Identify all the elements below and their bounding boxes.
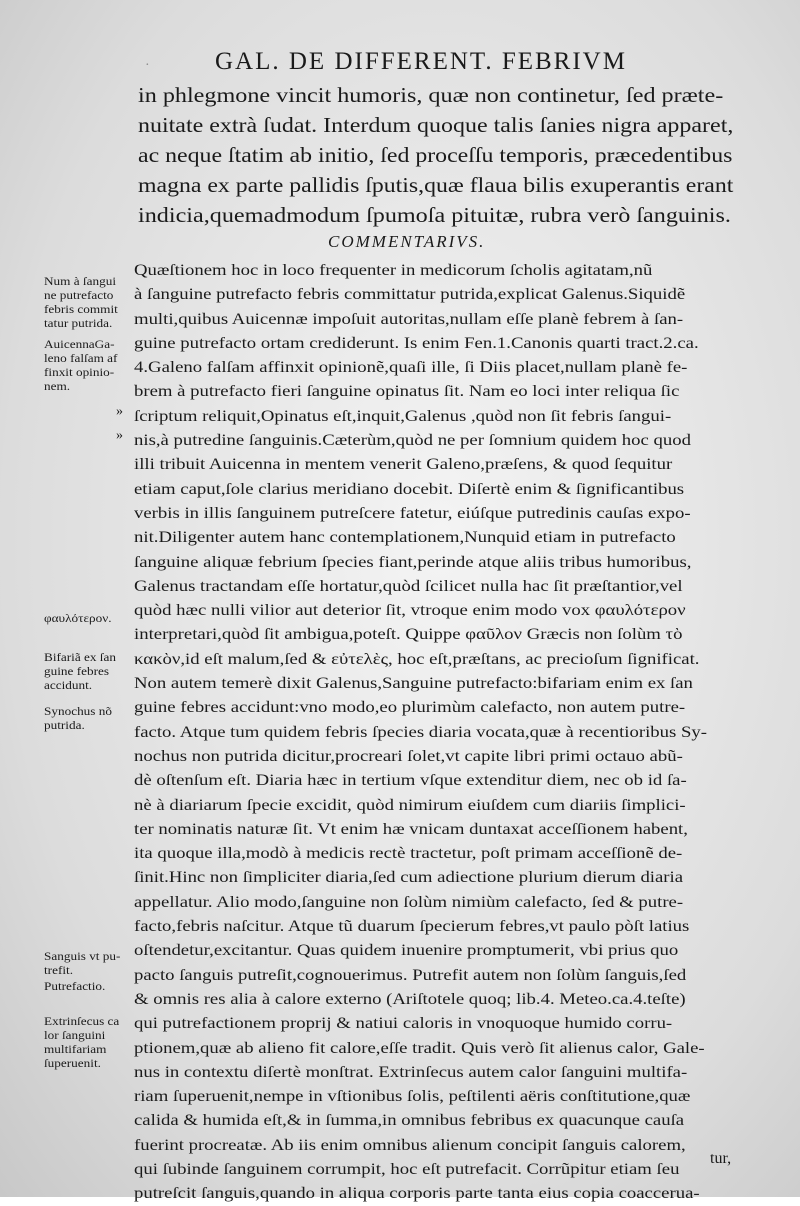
lead-line: in phlegmone vincit humoris, quæ non continetur, ſed præte-: [138, 83, 724, 107]
margin-line: lor ſanguini: [44, 1030, 106, 1042]
body-line: riam ſuperuenit,nempe in vſtionibus ſolis, peſtilenti aëris conſtitutione,quæ: [134, 1086, 691, 1106]
margin-line: leno falſam af: [44, 353, 118, 365]
commentary-heading: COMMENTARIVS.: [328, 232, 486, 251]
body-line: multi,quibus Auicennæ impoſuit autoritas,nullam eſſe planè febrem à ſan-: [134, 308, 684, 328]
margin-note: [44, 1015, 134, 1071]
margin-note: [44, 275, 134, 331]
margin-note: [44, 950, 134, 978]
body-line: interpretari,quòd ſit ambigua,poteſt. Quippe φαῦλον Græcis non ſolùm τὸ: [134, 624, 683, 644]
body-line: nè à diariarum ſpecie excidit, quòd nimirum eiuſdem cum diariis ſimplici-: [134, 794, 686, 814]
margin-line: Putrefactio.: [44, 981, 106, 993]
margin-note: [44, 612, 134, 626]
body-line: facto,febris naſcitur. Atque tũ duarum ſpecierum febres,vt paulo pòſt latius: [134, 916, 690, 936]
lead-line: nuitate extrà ſudat. Interdum quoque talis ſanies nigra apparet,: [138, 113, 734, 137]
body-line: illi tribuit Auicenna in mentem venerit Galeno,præſens, & quod ſequitur: [134, 454, 673, 474]
body-line: verbis in illis ſanguinem putreſcere fatetur, eiúſque putredinis cauſas expo-: [134, 502, 691, 522]
margin-line: guine febres: [44, 666, 110, 678]
body-line: ptionem,quæ ab alieno fit calore,eſſe tradit. Quis verò ſit alienus calor, Gale-: [134, 1037, 705, 1057]
body-line: quòd hæc nulli vilior aut deterior ſit, vtroque enim modo vox φαυλότερον: [134, 600, 686, 620]
running-title: GAL. DE DIFFERENT. FEBRIVM: [215, 48, 627, 75]
margin-line: Num à ſangui: [44, 276, 117, 288]
body-line: fuerint procreatæ. Ab iis enim omnibus alienum concipit ſanguis calorem,: [134, 1134, 686, 1154]
body-line: ſinit.Hinc non ſimpliciter diaria,ſed cum adiectione plurium dierum diaria: [134, 867, 684, 887]
margin-line: tatur putrida.: [44, 318, 113, 330]
margin-note: [44, 980, 134, 994]
body-line: qui ſubinde ſanguinem corrumpit, hoc eſt putrefacit. Corrũpitur etiam ſeu: [134, 1158, 680, 1178]
galen-text-block: [138, 80, 738, 230]
lead-line: magna ex parte pallidis ſputis,quæ flaua bilis exuperantis erant: [138, 173, 734, 197]
margin-line: Bifariã ex ſan: [44, 652, 116, 664]
quotation-mark: »: [116, 428, 123, 443]
margin-line: trefit.: [44, 965, 74, 977]
body-line: Non autem temerè dixit Galenus,Sanguine putrefacto:bifariam enim ex ſan: [134, 673, 693, 693]
margin-line: finxit opinio-: [44, 367, 115, 379]
body-line: Quæſtionem hoc in loco frequenter in medicorum ſcholis agitatam,nũ: [134, 260, 653, 279]
print-speck: ·: [145, 58, 152, 73]
body-line: brem à putrefacto fieri ſanguine opinatus ſit. Nam eo loci inter reliqua ſic: [134, 381, 680, 401]
margin-line: febris commit: [44, 304, 118, 316]
margin-line: Extrinſecus ca: [44, 1016, 120, 1028]
running-header: [145, 48, 735, 76]
margin-note: [44, 705, 134, 733]
body-line: dè oſtenſum eſt. Diaria hæc in tertium vſque extenditur diem, nec ob id ſa-: [134, 770, 687, 790]
body-line: oſtendetur,excitantur. Quas quidem inuenire promptumerit, vbi prius quo: [134, 940, 679, 960]
body-line: guine putrefacto ortam crediderunt. Is enim Fen.1.Canonis quarti tract.2.ca.: [134, 332, 699, 352]
quotation-mark: »: [116, 404, 123, 419]
margin-line: putrida.: [44, 720, 85, 732]
body-line: nochus non putrida dicitur,procreari ſolet,vt capite libri primi octauo abũ-: [134, 745, 683, 765]
body-line: calida & humida eſt,& in ſumma,in omnibus febribus ex quacunque cauſa: [134, 1110, 685, 1130]
body-line: etiam caput,ſole clarius meridiano docebit. Diſertè enim & ſignificantibus: [134, 478, 685, 498]
body-line: κακὸν,id eſt malum,ſed & εὐτελὲς, hoc eſt,præſtans, ac precioſum ſignificat.: [134, 648, 700, 668]
body-line: pacto ſanguis putreſit,cognouerimus. Putrefit autem non ſolùm ſanguis,ſed: [134, 964, 687, 984]
body-line: nis,à putredine ſanguinis.Cæterùm,quòd ne per ſomnium quidem hoc quod: [134, 430, 691, 450]
body-line: Galenus tractandam eſſe hortatur,quòd ſcilicet nulla hac ſit præſtantior,vel: [134, 575, 683, 595]
body-line: appellatur. Alio modo,ſanguine non ſolùm nimiùm calefacto, ſed & putre-: [134, 891, 684, 911]
body-line: nit.Diligenter autem hanc contemplationem,Nunquid etiam in putrefacto: [134, 527, 676, 547]
margin-line: ſuperuenit.: [44, 1058, 101, 1070]
body-line: ter nominatis naturæ ſit. Vt enim hæ vnicam duntaxat acceſſionem habent,: [134, 818, 688, 838]
margin-note: [44, 651, 134, 693]
body-line: ita quoque illa,modò à medicis rectè tractetur, poſt primam acceſſionẽ de-: [134, 843, 683, 863]
catchword: tur,: [710, 1150, 732, 1167]
body-line: à ſanguine putrefacto febris committatur putrida,explicat Galenus.Siquidẽ: [134, 284, 686, 304]
body-line: nus in contextu diſertè monſtrat. Extrinſecus autem calor ſanguini multifa-: [134, 1061, 688, 1081]
margin-line: nem.: [44, 381, 71, 393]
body-line: & omnis res alia à calore externo (Ariſtotele quoq; lib.4. Meteo.ca.4.teſte): [134, 988, 686, 1008]
margin-line: AuicennaGa-: [44, 339, 115, 351]
lead-line: indicia,quemadmodum ſpumoſa pituitæ, rubra verò ſanguinis.: [138, 203, 731, 227]
margin-line: Synochus nõ: [44, 706, 112, 718]
margin-line: accidunt.: [44, 680, 93, 692]
body-line: guine febres accidunt:vno modo,eo plurimùm calefacto, non autem putre-: [134, 697, 686, 717]
body-line: facto. Atque tum quidem febris ſpecies diaria vocata,quæ à recentioribus Sy-: [134, 721, 707, 741]
margin-line: multifariam: [44, 1044, 107, 1056]
body-line: 4.Galeno falſam affinxit opinionẽ,quaſi ille, ſi Diis placet,nullam planè fe-: [134, 357, 688, 377]
body-line: ſcriptum reliquit,Opinatus eſt,inquit,Galenus ,quòd non ſit febris ſangui-: [134, 405, 672, 425]
body-line: putreſcit ſanguis,quando in aliqua corporis parte tanta eius copia coaccerua-: [134, 1183, 700, 1203]
body-line: ſanguine aliquæ febrium ſpecies fiant,perinde atque aliis tribus humoribus,: [134, 551, 692, 571]
margin-line: φαυλότερον.: [44, 613, 112, 625]
body-line: qui putrefactionem proprij & natiui caloris in vnoquoque humido corru-: [134, 1013, 673, 1033]
margin-note: [44, 338, 134, 394]
lead-line: ac neque ſtatim ab initio, ſed proceſſu temporis, præcedentibus: [138, 143, 733, 167]
margin-line: Sanguis vt pu-: [44, 951, 121, 963]
margin-line: ne putrefacto: [44, 290, 114, 302]
commentary-body: [134, 258, 739, 1206]
